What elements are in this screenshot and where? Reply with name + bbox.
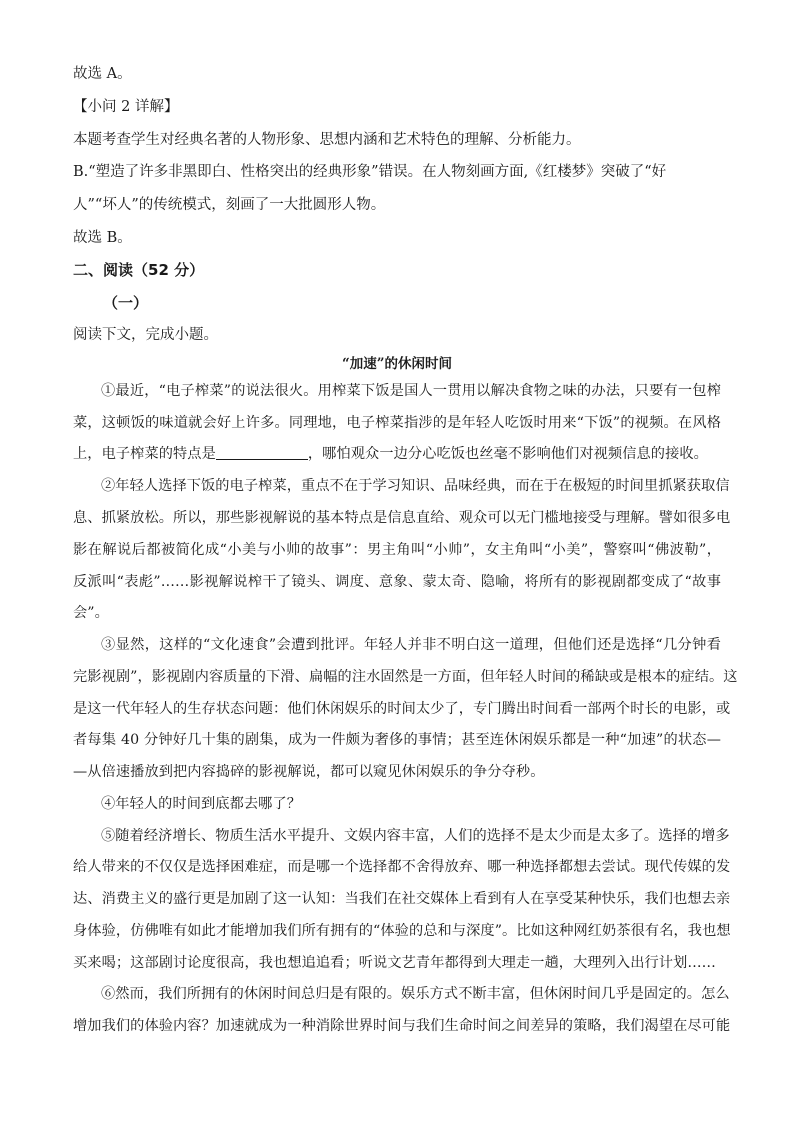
fill-in-blank[interactable] xyxy=(216,445,308,460)
question-2-analysis: 本题考查学生对经典名著的人物形象、思想内涵和艺术特色的理解、分析能力。 xyxy=(73,132,581,148)
paragraph-3-line-3: 是这一代年轻人的生存状态问题：他们休闲娱乐的时间太少了，专门腾出时间看一部两个时长的电影，或 xyxy=(73,701,731,717)
paragraph-3-line-1: ③显然，这样的“文化速食”会遭到批评。年轻人并非不明白这一道理，但他们还是选择“几分钟看 xyxy=(101,637,721,653)
paragraph-2-line-4: 反派叫“表彪”……影视解说榨干了镜头、调度、意象、蒙太奇、隐喻，将所有的影视剧都变成了“故事 xyxy=(73,574,721,590)
paragraph-1-line-3: 上，电子榨菜的特点是 ，哪怕观众一边分心吃饭也丝毫不影响他们对视频信息的接收。 xyxy=(73,446,708,462)
paragraph-4-line-1: ④年轻人的时间到底都去哪了？ xyxy=(101,796,302,812)
paragraph-3-line-4: 者每集 40 分钟好几十集的剧集，成为一件颇为奢侈的事情；甚至连休闲娱乐都是一种“加速”的状态— xyxy=(73,732,721,748)
paragraph-2-line-2: 息、抓紧放松。所以，那些影视解说的基本特点是信息直给、观众可以无门槛地接受与理解。譬如很多电 xyxy=(73,510,731,526)
paragraph-6-line-2: 增加我们的体验内容？加速就成为一种消除世界时间与我们生命时间之间差异的策略，我们渴望在尽可能 xyxy=(73,1018,731,1034)
question-2-header: 【小问 2 详解】 xyxy=(73,99,179,115)
paragraph-6-line-1: ⑥然而，我们所拥有的休闲时间总归是有限的。娱乐方式不断丰富，但休闲时间几乎是固定的。怎么 xyxy=(101,986,730,1002)
paragraph-1-line-1: ①最近，“电子榨菜”的说法很火。用榨菜下饭是国人一贯用以解决食物之味的办法，只要有一包榨 xyxy=(101,383,721,399)
paragraph-3-line-5: —从倍速播放到把内容捣碎的影视解说，都可以窥见休闲娱乐的争分夺秒。 xyxy=(73,764,545,780)
paragraph-5-line-5: 买来喝；这部剧讨论度很高，我也想追追看；听说文艺青年都得到大理走一趟，大理列入出行计划…… xyxy=(73,955,716,971)
instruction: 阅读下文，完成小题。 xyxy=(73,327,218,343)
answer-a: 故选 A。 xyxy=(73,66,132,82)
paragraph-2-line-1: ②年轻人选择下饭的电子榨菜，重点不在于学习知识、品味经典，而在于在极短的时间里抓紧获取信 xyxy=(101,478,730,494)
paragraph-2-line-5: 会”。 xyxy=(73,605,109,621)
paragraph-5-line-2: 给人带来的不仅仅是选择困难症，而是哪一个选择都不舍得放弃、哪一种选择都想去尝试。现代传媒的发 xyxy=(73,859,731,875)
answer-b: 故选 B。 xyxy=(73,230,132,246)
paragraph-5-line-1: ⑤随着经济增长、物质生活水平提升、文娱内容丰富，人们的选择不是太少而是太多了。选择的增多 xyxy=(101,828,730,844)
paragraph-5-line-4: 身体验，仿佛唯有如此才能增加我们所有拥有的“体验的总和与深度”。比如这种网红奶茶很有名，我也想 xyxy=(73,923,731,939)
paragraph-1-line-2: 菜，这顿饭的味道就会好上许多。同理地，电子榨菜指涉的是年轻人吃饭时用来“下饭”的视频。在风格 xyxy=(73,415,721,431)
article-title: “加速”的休闲时间 xyxy=(341,356,453,372)
paragraph-5-line-3: 达、消费主义的盛行更是加剧了这一认知：当我们在社交媒体上看到有人在享受某种快乐，我们也想去亲 xyxy=(73,891,731,907)
subsection-title: （一） xyxy=(103,294,149,312)
question-2-option-b-line1: B.“塑造了许多非黑即白、性格突出的经典形象”错误。在人物刻画方面,《红楼梦》突破了“好 xyxy=(73,164,667,180)
section-title: 二、阅读（52 分） xyxy=(73,261,205,279)
paragraph-3-line-2: 完影视剧”，影视剧内容质量的下滑、扁幅的注水固然是一方面，但年轻人时间的稀缺或是根本的症结。这 xyxy=(73,669,738,685)
paragraph-2-line-3: 影在解说后都被简化成“小美与小帅的故事”：男主角叫“小帅”，女主角叫“小美”，警察叫“佛波勒”， xyxy=(73,542,721,558)
question-2-option-b-line2: 人”“坏人”的传统模式，刻画了一大批圆形人物。 xyxy=(73,197,386,213)
